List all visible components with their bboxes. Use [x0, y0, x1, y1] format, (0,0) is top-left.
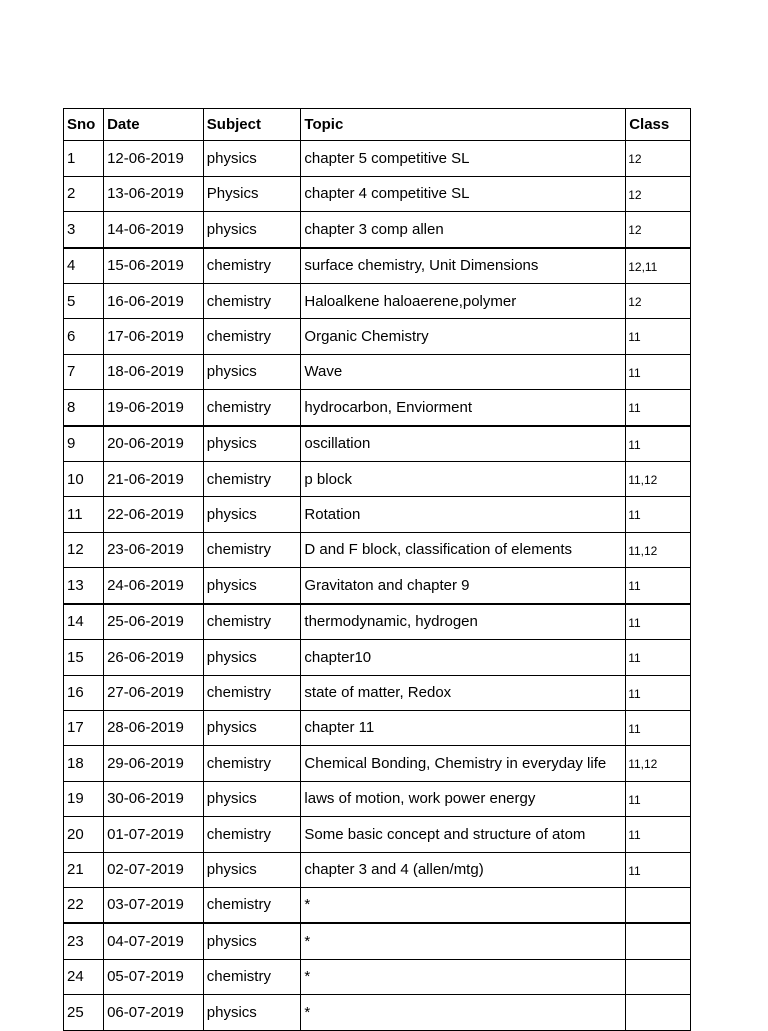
cell-topic: Chemical Bonding, Chemistry in everyday life [301, 746, 626, 781]
cell-subject: chemistry [203, 675, 301, 710]
cell-class: 11 [626, 852, 691, 887]
cell-subject: physics [203, 354, 301, 389]
cell-topic: Organic Chemistry [301, 319, 626, 354]
cell-class: 11 [626, 319, 691, 354]
cell-topic: surface chemistry, Unit Dimensions [301, 248, 626, 284]
table-row [64, 462, 691, 497]
cell-sno: 6 [64, 319, 104, 354]
cell-topic: chapter 3 and 4 (allen/mtg) [301, 852, 626, 887]
table-row [64, 959, 691, 994]
cell-class: 11 [626, 817, 691, 852]
table-row [64, 176, 691, 211]
table-row [64, 710, 691, 745]
schedule-body [64, 141, 691, 1030]
cell-topic: p block [301, 462, 626, 497]
cell-date: 29-06-2019 [104, 746, 204, 781]
header-sno: Sno [64, 109, 104, 141]
cell-sno: 2 [64, 176, 104, 211]
cell-class: 11 [626, 781, 691, 816]
cell-sno: 5 [64, 284, 104, 319]
cell-sno: 23 [64, 923, 104, 959]
table-row [64, 284, 691, 319]
cell-subject: chemistry [203, 390, 301, 426]
table-row [64, 248, 691, 284]
cell-subject: physics [203, 923, 301, 959]
cell-subject: chemistry [203, 604, 301, 640]
table-row [64, 852, 691, 887]
cell-class [626, 887, 691, 923]
header-class: Class [626, 109, 691, 141]
cell-sno: 22 [64, 887, 104, 923]
cell-topic: * [301, 923, 626, 959]
cell-class: 11 [626, 426, 691, 462]
cell-topic: * [301, 887, 626, 923]
cell-subject: chemistry [203, 319, 301, 354]
cell-class: 11 [626, 710, 691, 745]
header-topic: Topic [301, 109, 626, 141]
cell-date: 18-06-2019 [104, 354, 204, 389]
cell-topic: state of matter, Redox [301, 675, 626, 710]
table-row [64, 995, 691, 1030]
cell-subject: physics [203, 497, 301, 532]
cell-date: 21-06-2019 [104, 462, 204, 497]
cell-topic: * [301, 995, 626, 1030]
cell-sno: 20 [64, 817, 104, 852]
cell-topic: Wave [301, 354, 626, 389]
cell-subject: chemistry [203, 746, 301, 781]
cell-sno: 18 [64, 746, 104, 781]
cell-date: 15-06-2019 [104, 248, 204, 284]
cell-class: 11 [626, 568, 691, 604]
table-row [64, 212, 691, 248]
cell-subject: chemistry [203, 817, 301, 852]
cell-class: 11 [626, 390, 691, 426]
cell-subject: physics [203, 568, 301, 604]
cell-sno: 9 [64, 426, 104, 462]
cell-topic: thermodynamic, hydrogen [301, 604, 626, 640]
cell-sno: 10 [64, 462, 104, 497]
header-row [64, 109, 691, 141]
cell-topic: chapter 11 [301, 710, 626, 745]
cell-class: 12 [626, 212, 691, 248]
cell-sno: 4 [64, 248, 104, 284]
table-row [64, 390, 691, 426]
cell-date: 28-06-2019 [104, 710, 204, 745]
table-row [64, 497, 691, 532]
table-row [64, 887, 691, 923]
cell-sno: 14 [64, 604, 104, 640]
table-row [64, 426, 691, 462]
cell-sno: 25 [64, 995, 104, 1030]
cell-sno: 3 [64, 212, 104, 248]
cell-date: 24-06-2019 [104, 568, 204, 604]
cell-subject: chemistry [203, 284, 301, 319]
cell-class [626, 995, 691, 1030]
cell-topic: Rotation [301, 497, 626, 532]
cell-class [626, 959, 691, 994]
cell-date: 22-06-2019 [104, 497, 204, 532]
header-subject: Subject [203, 109, 301, 141]
table-row [64, 532, 691, 567]
cell-topic: chapter10 [301, 640, 626, 675]
cell-topic: chapter 3 comp allen [301, 212, 626, 248]
cell-date: 17-06-2019 [104, 319, 204, 354]
cell-topic: chapter 5 competitive SL [301, 141, 626, 176]
cell-class: 11 [626, 497, 691, 532]
table-row [64, 923, 691, 959]
cell-subject: physics [203, 710, 301, 745]
cell-subject: chemistry [203, 462, 301, 497]
cell-topic: D and F block, classification of elements [301, 532, 626, 567]
cell-class: 12 [626, 284, 691, 319]
cell-topic: * [301, 959, 626, 994]
cell-subject: physics [203, 995, 301, 1030]
cell-subject: physics [203, 640, 301, 675]
cell-class: 12 [626, 141, 691, 176]
cell-sno: 11 [64, 497, 104, 532]
cell-sno: 1 [64, 141, 104, 176]
cell-sno: 19 [64, 781, 104, 816]
cell-topic: Gravitaton and chapter 9 [301, 568, 626, 604]
cell-date: 26-06-2019 [104, 640, 204, 675]
table-row [64, 604, 691, 640]
cell-subject: physics [203, 781, 301, 816]
cell-date: 16-06-2019 [104, 284, 204, 319]
cell-sno: 13 [64, 568, 104, 604]
cell-subject: chemistry [203, 887, 301, 923]
cell-date: 23-06-2019 [104, 532, 204, 567]
cell-subject: chemistry [203, 532, 301, 567]
cell-date: 19-06-2019 [104, 390, 204, 426]
cell-subject: physics [203, 426, 301, 462]
cell-sno: 15 [64, 640, 104, 675]
cell-date: 30-06-2019 [104, 781, 204, 816]
table-row [64, 568, 691, 604]
cell-date: 05-07-2019 [104, 959, 204, 994]
cell-date: 13-06-2019 [104, 176, 204, 211]
table-row [64, 640, 691, 675]
cell-sno: 12 [64, 532, 104, 567]
cell-sno: 21 [64, 852, 104, 887]
table-row [64, 817, 691, 852]
cell-date: 06-07-2019 [104, 995, 204, 1030]
cell-date: 27-06-2019 [104, 675, 204, 710]
cell-class: 12 [626, 176, 691, 211]
cell-sno: 8 [64, 390, 104, 426]
cell-topic: chapter 4 competitive SL [301, 176, 626, 211]
cell-subject: Physics [203, 176, 301, 211]
cell-class: 11 [626, 675, 691, 710]
cell-sno: 17 [64, 710, 104, 745]
cell-topic: hydrocarbon, Enviorment [301, 390, 626, 426]
table-row [64, 781, 691, 816]
cell-date: 25-06-2019 [104, 604, 204, 640]
table-row [64, 746, 691, 781]
cell-topic: laws of motion, work power energy [301, 781, 626, 816]
cell-class: 11 [626, 640, 691, 675]
cell-class [626, 923, 691, 959]
cell-subject: physics [203, 852, 301, 887]
header-date: Date [104, 109, 204, 141]
cell-subject: chemistry [203, 959, 301, 994]
cell-date: 01-07-2019 [104, 817, 204, 852]
cell-subject: physics [203, 141, 301, 176]
table-row [64, 354, 691, 389]
cell-class: 11 [626, 354, 691, 389]
cell-sno: 16 [64, 675, 104, 710]
cell-class: 12,11 [626, 248, 691, 284]
cell-date: 02-07-2019 [104, 852, 204, 887]
cell-subject: chemistry [203, 248, 301, 284]
cell-topic: Haloalkene haloaerene,polymer [301, 284, 626, 319]
cell-sno: 24 [64, 959, 104, 994]
cell-subject: physics [203, 212, 301, 248]
cell-class: 11,12 [626, 532, 691, 567]
cell-class: 11,12 [626, 746, 691, 781]
cell-date: 03-07-2019 [104, 887, 204, 923]
cell-date: 14-06-2019 [104, 212, 204, 248]
table-row [64, 675, 691, 710]
table-row [64, 141, 691, 176]
cell-date: 04-07-2019 [104, 923, 204, 959]
cell-class: 11,12 [626, 462, 691, 497]
cell-date: 12-06-2019 [104, 141, 204, 176]
cell-sno: 7 [64, 354, 104, 389]
table-row [64, 319, 691, 354]
cell-topic: Some basic concept and structure of atom [301, 817, 626, 852]
cell-topic: oscillation [301, 426, 626, 462]
cell-class: 11 [626, 604, 691, 640]
cell-date: 20-06-2019 [104, 426, 204, 462]
schedule-table [63, 108, 691, 1031]
